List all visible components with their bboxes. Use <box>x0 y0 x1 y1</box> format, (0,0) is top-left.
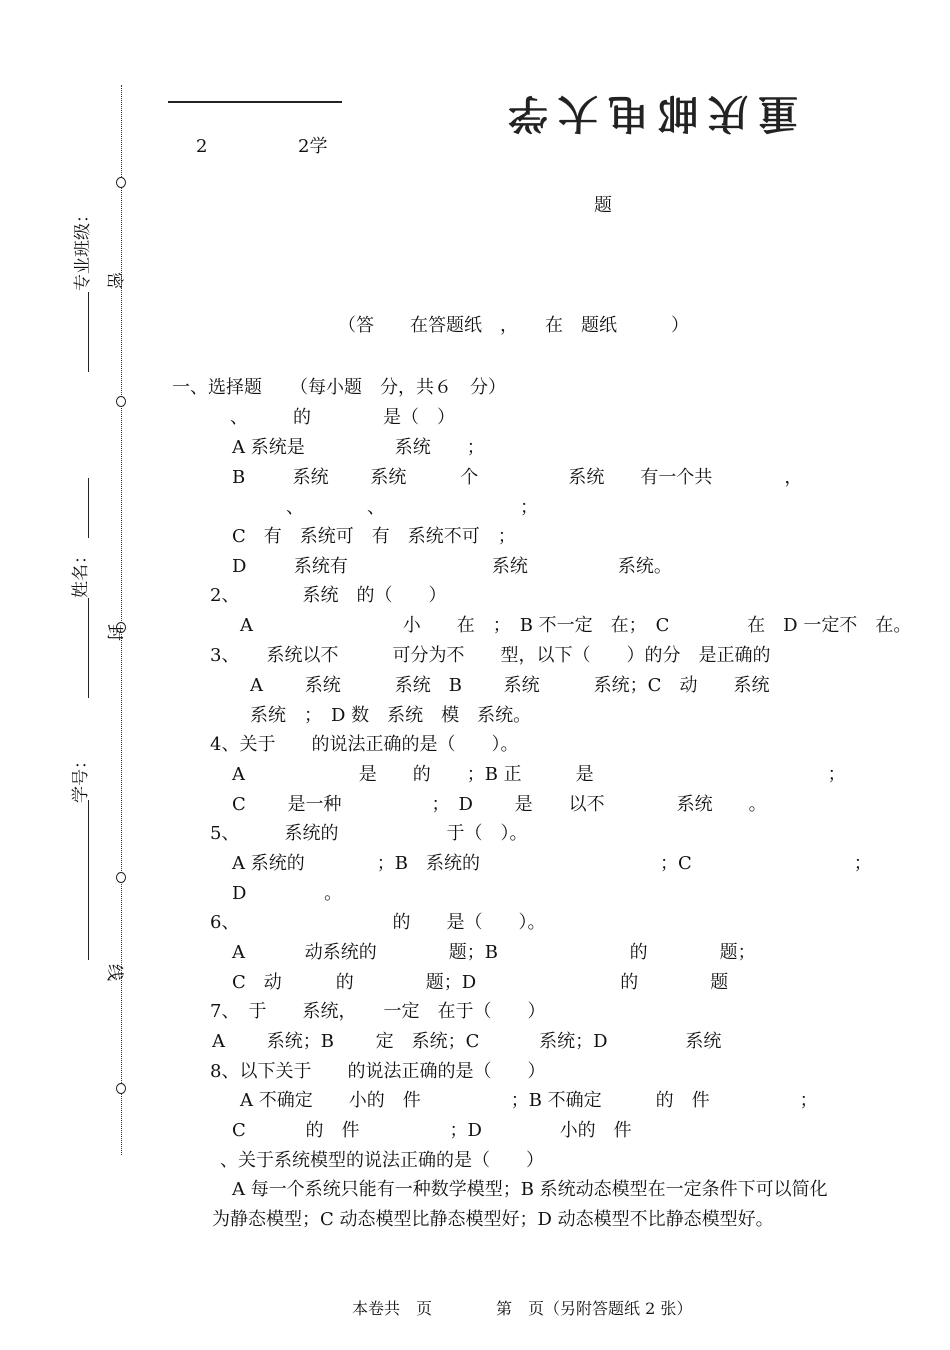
q7-options: A 系统；B 定 系统；C 系统；D 系统 <box>212 1031 722 1052</box>
q8-stem: 8、以下关于 的说法正确的是（ ） <box>210 1061 546 1082</box>
year-right: 2学 <box>298 136 328 157</box>
q1-option-c: C 有 系统可 有 系统不可 ； <box>232 526 516 547</box>
q6-options-cd: C 动 的 题；D 的 题 <box>232 972 729 993</box>
name-label: 姓名： <box>71 547 91 598</box>
seal-circle <box>116 1083 126 1094</box>
name-field-top <box>88 478 89 538</box>
section-title: 一、选择题 <box>172 377 262 398</box>
q1-option-d: D 系统有 系统 系统。 <box>232 556 672 577</box>
q7-stem: 7、 于 系统， 一定 在于（ ） <box>210 1001 546 1022</box>
name-field <box>88 598 89 698</box>
seal-char-feng: 封 <box>104 624 124 641</box>
header-rule <box>168 101 342 103</box>
section-scoring: （每小题 分，共６ 分） <box>290 377 506 398</box>
q6-stem: 6、 的 是（ ）。 <box>210 912 546 933</box>
major-class-label: 专业班级： <box>73 206 93 291</box>
q5-option-d: D 。 <box>232 883 343 904</box>
seal-circle <box>116 396 126 407</box>
seal-char-xian: 线 <box>104 964 124 981</box>
exam-title: 题 <box>594 195 612 216</box>
q9-stem: 、关于系统模型的说法正确的是（ ） <box>220 1150 544 1171</box>
page-footer: 本卷共 页 第 页（另附答题纸 2 张） <box>352 1299 693 1318</box>
q4-stem: 4、关于 的说法正确的是（ ）。 <box>210 734 519 755</box>
q3-options-cont: 系统 ； D 数 系统 模 系统。 <box>250 705 532 726</box>
q8-options-cd: C 的 件 ；D 小的 件 <box>232 1120 632 1141</box>
seal-circle <box>116 872 126 883</box>
q5-stem: 5、 系统的 于（ ）。 <box>210 823 528 844</box>
university-banner: 重庆邮电大学 <box>498 90 798 136</box>
q1-stem: 、 的 是（ ） <box>230 407 455 428</box>
seal-circle <box>116 177 126 188</box>
q1-option-b: B 系统 系统 个 系统 有一个共 ， <box>232 467 803 488</box>
student-id-field <box>88 800 89 960</box>
seal-char-mi: 密 <box>104 272 124 289</box>
year-left: 2 <box>196 136 208 157</box>
q2-options: A 小 在 ； B 不一定 在； C 在 D 一定不 在。 <box>240 615 912 636</box>
q1-option-a: A 系统是 系统 ； <box>232 437 485 458</box>
student-id-label: 学号： <box>71 752 91 803</box>
q4-options-ab: A 是 的 ；B 正 是 ； <box>232 764 846 785</box>
q4-options-cd: C 是一种 ； D 是 以不 系统 。 <box>232 794 767 815</box>
q5-options-abc: A 系统的 ；B 系统的 ；C ； <box>232 853 872 874</box>
q9-options: A 每一个系统只能有一种数学模型；B 系统动态模型在一定条件下可以简化 <box>232 1179 828 1200</box>
answer-instruction: （答 在答题纸 ， 在 题纸 ） <box>338 315 689 336</box>
q8-options-ab: A 不确定 小的 件 ；B 不确定 的 件 ； <box>240 1090 818 1111</box>
major-class-field <box>88 292 89 372</box>
q9-options-cont: 为静态模型；C 动态模型比静态模型好；D 动态模型不比静态模型好。 <box>212 1209 774 1230</box>
q1-option-b-cont: 、 、 ； <box>286 497 538 518</box>
q3-options: A 系统 系统 B 系统 系统；C 动 系统 <box>250 675 770 696</box>
q2-stem: 2、 系统 的（ ） <box>210 585 447 606</box>
q3-stem: 3、 系统以不 可分为不 型，以下（ ）的分 是正确的 <box>210 645 771 666</box>
seal-line <box>121 85 122 1155</box>
q6-options-ab: A 动系统的 题；B 的 题； <box>232 942 756 963</box>
